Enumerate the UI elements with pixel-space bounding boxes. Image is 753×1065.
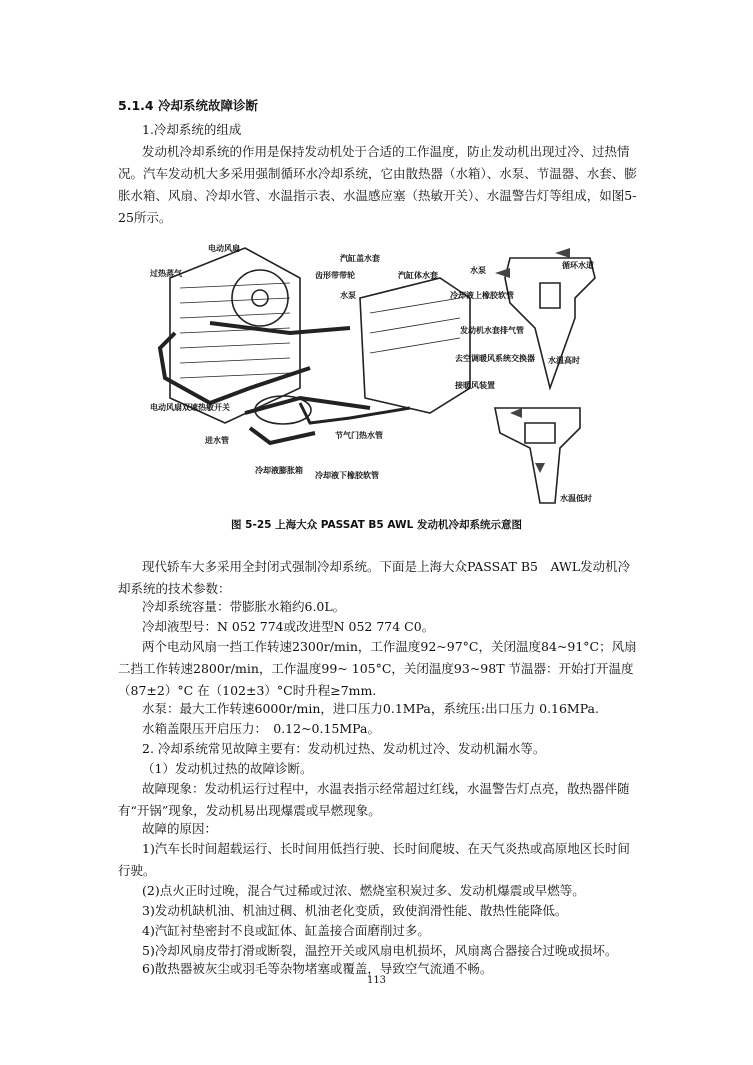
label-from-heater: 接暖风装置: [455, 381, 495, 390]
label-engine-jacket-vent: 发动机水套排气管: [460, 326, 524, 335]
paragraph-5: 水泵：最大工作转速6000r/min，进口压力0.1MPa，系统压:出口压力 0.16MPa.: [142, 701, 599, 716]
paragraph-8: （1）发动机过热的故障诊断。: [142, 761, 313, 776]
paragraph-7: 2. 冷却系统常见故障主要有：发动机过热、发动机过冷、发动机漏水等。: [142, 741, 546, 756]
label-block-water-jacket: 汽缸体水套: [398, 271, 438, 280]
subheading-composition: 1.冷却系统的组成: [142, 122, 242, 137]
label-low-temp: 水温低时: [560, 494, 592, 503]
paragraph-1: 现代轿车大多采用全封闭式强制冷却系统。下面是上海大众PASSAT B5 AWL发动机冷却系统的技术参数：: [118, 559, 631, 596]
section-title: 冷却系统故障诊断: [157, 98, 258, 113]
thermostat-high-shape: [505, 258, 595, 388]
label-circulation-channel: 循环水道: [562, 261, 594, 270]
label-water-pump-right: 水泵: [470, 266, 486, 275]
paragraph-14: 4)汽缸衬垫密封不良或缸体、缸盖接合面磨削过多。: [142, 923, 430, 938]
paragraph-11: 1)汽车长时间超载运行、长时间用低挡行驶、长时间爬坡、在天气炎热或高原地区长时间行驶。: [118, 841, 630, 878]
cooling-system-diagram: [150, 238, 610, 508]
paragraph-13: 3)发动机缺机油、机油过稠、机油老化变质，致使润滑性能、散热性能降低。: [142, 903, 568, 918]
label-electric-fan: 电动风扇: [208, 244, 240, 253]
paragraph-16: 6)散热器被灰尘或羽毛等杂物堵塞或覆盖，导致空气流通不畅。: [142, 961, 493, 976]
fan-shape: [232, 270, 288, 326]
paragraph-9: 故障现象：发动机运行过程中，水温表指示经常超过红线，水温警告灯点亮，散热器伴随有“开锅”现象，发动机易出现爆震或早燃现象。: [118, 781, 630, 818]
page-number: 113: [366, 975, 387, 986]
label-coolant-lower-hose: 冷却液下橡胶软管: [315, 471, 379, 480]
label-gear-belt-wheel: 齿形带带轮: [315, 271, 355, 280]
label-water-pump-left: 水泵: [340, 291, 356, 300]
label-to-heater: 去空调暖风系统交换器: [455, 354, 535, 363]
paragraph-10: 故障的原因：: [142, 821, 218, 836]
label-high-temp: 水温高时: [548, 356, 580, 365]
label-inlet-pipe: 进水管: [205, 436, 229, 445]
label-fan-double-switch: 电动风扇双速热敏开关: [150, 403, 230, 412]
paragraph-6: 水箱盖限压开启压力： 0.12~0.15MPa。: [142, 721, 380, 736]
figure-caption: 图 5-25 上海大众 PASSAT B5 AWL 发动机冷却系统示意图: [231, 519, 522, 531]
label-throttle-hot-pipe: 节气门热水管: [335, 431, 383, 440]
paragraph-4: 两个电动风扇一挡工作转速2300r/min，工作温度92~97°C，关闭温度84~91°C；风扇二挡工作转速2800r/min，工作温度99~ 105°C，关闭温度93~98T 节温器：开始打开温度（87±2）°C 在（102±3）°C时升程≥7mm.: [118, 639, 637, 698]
section-heading: [118, 96, 258, 114]
label-coolant-upper-hose: 冷却液上橡胶软管: [450, 291, 514, 300]
paragraph-15: 5)冷却风扇皮带打滑或断裂，温控开关或风扇电机损坏，风扇离合器接合过晚或损坏。: [142, 943, 618, 958]
section-number: 5.1.4: [118, 98, 154, 113]
label-head-water-jacket: 汽缸盖水套: [340, 254, 380, 263]
paragraph-3: 冷却液型号：N 052 774或改进型N 052 774 C0。: [142, 619, 435, 634]
label-overheat-steam: 过热蒸气: [150, 269, 182, 278]
paragraph-12: (2)点火正时过晚，混合气过稀或过浓、燃烧室积炭过多、发动机爆震或早燃等。: [142, 883, 585, 898]
label-coolant-expansion-tank: 冷却液膨胀箱: [255, 466, 303, 475]
paragraph-2: 冷却系统容量：带膨胀水箱约6.0L。: [142, 599, 346, 614]
intro-paragraph: 发动机冷却系统的作用是保持发动机处于合适的工作温度，防止发动机出现过冷、过热情况。汽车发动机大多采用强制循环水冷却系统，它由散热器（水箱）、水泵、节温器、水套、膨胀水箱、风扇、冷却水管、水温指示表、水温感应塞（热敏开关）、水温警告灯等组成，如图5-25所示。: [118, 144, 637, 225]
